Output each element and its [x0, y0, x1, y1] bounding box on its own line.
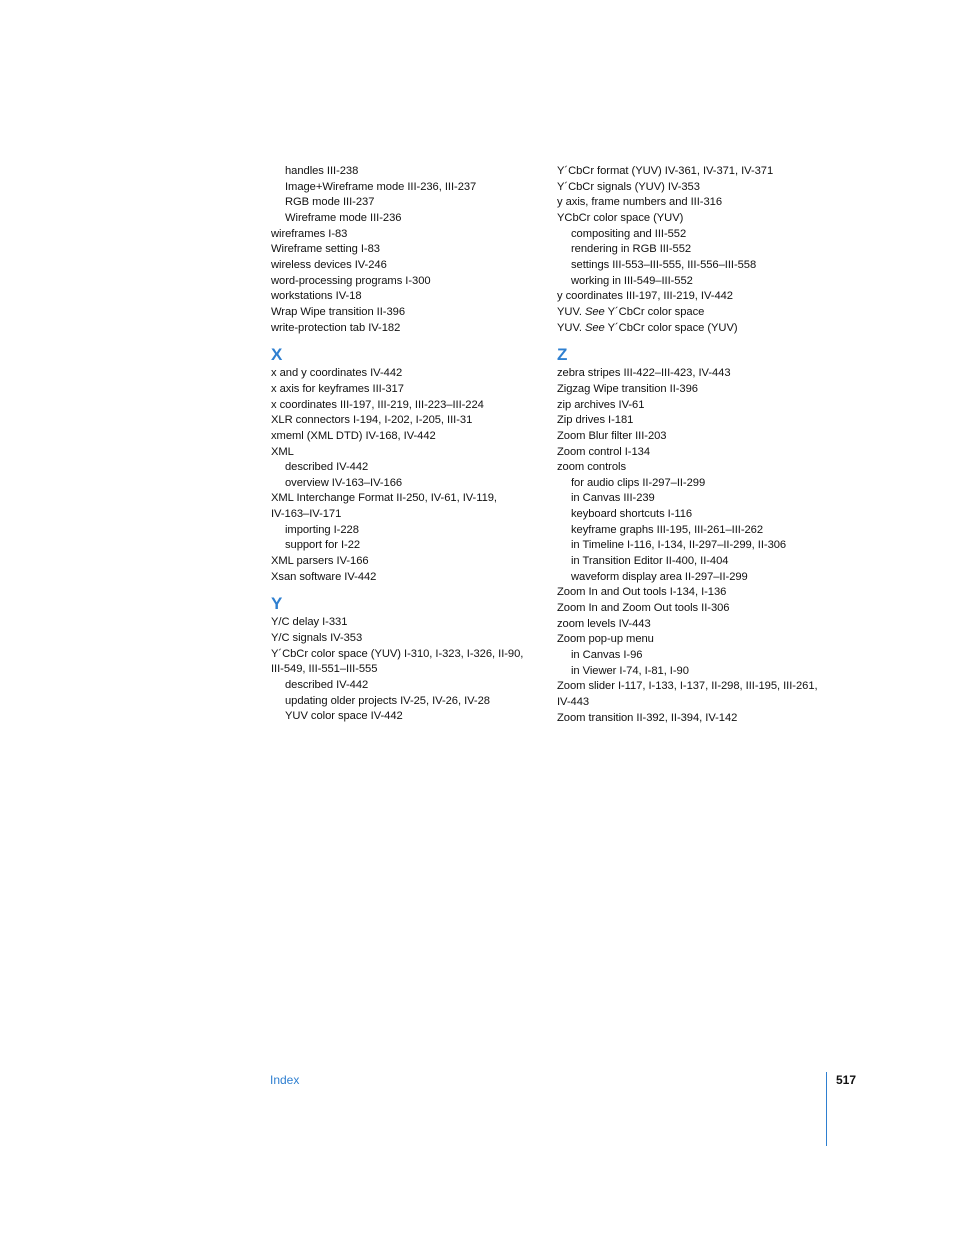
index-subentry: described IV-442 — [285, 679, 369, 692]
index-entry: Wrap Wipe transition II-396 — [271, 305, 405, 318]
index-entry: Zip drives I-181 — [557, 414, 634, 427]
index-entry: Zoom pop-up menu — [557, 633, 654, 646]
index-subentry: keyboard shortcuts I-116 — [571, 508, 693, 521]
index-entry: wireframes I-83 — [271, 227, 348, 240]
index-entry: Zoom In and Zoom Out tools II-306 — [557, 602, 730, 615]
index-entry: zoom controls — [557, 461, 626, 474]
index-entry: zebra stripes III-422–III-423, IV-443 — [557, 367, 731, 380]
index-entry-cross-reference — [557, 321, 832, 337]
index-entry: x and y coordinates IV-442 — [271, 367, 403, 380]
index-entry: XLR connectors I-194, I-202, I-205, III-31 — [271, 414, 473, 427]
index-entry: Zoom Blur filter III-203 — [557, 429, 667, 442]
index-entry: Y´CbCr color space (YUV) I-310, I-323, I-326, II-90, — [271, 647, 524, 660]
index-subentry: Image+Wireframe mode III-236, III-237 — [285, 180, 477, 193]
index-entry: zoom levels IV-443 — [557, 617, 651, 630]
index-subentry: in Canvas I-96 — [571, 649, 643, 662]
index-entry: write-protection tab IV-182 — [271, 321, 401, 334]
index-entry: XML — [271, 445, 294, 458]
index-entry: XML Interchange Format II-250, IV-61, IV-119, — [271, 492, 497, 505]
reference-target: Y´CbCr color space (YUV) — [604, 321, 738, 334]
index-letter-heading: Y — [271, 594, 283, 614]
index-subentry: in Canvas III-239 — [571, 492, 655, 505]
see-reference: See — [584, 321, 605, 334]
index-entry: Wireframe setting I-83 — [271, 243, 380, 256]
index-subentry: waveform display area II-297–II-299 — [571, 570, 748, 583]
index-entry: Y´CbCr format (YUV) IV-361, IV-371, IV-371 — [557, 165, 774, 177]
index-letter-heading: Z — [557, 345, 568, 365]
index-column-left — [271, 164, 541, 725]
index-subentry: rendering in RGB III-552 — [571, 243, 692, 256]
page-number: 517 — [836, 1073, 857, 1087]
index-subentry: working in III-549–III-552 — [571, 274, 693, 287]
index-entry: word-processing programs I-300 — [271, 274, 431, 287]
entry-term: YUV. — [557, 321, 585, 334]
index-subentry: overview IV-163–IV-166 — [285, 476, 403, 489]
index-entry: YCbCr color space (YUV) — [557, 211, 684, 224]
index-subentry: compositing and III-552 — [571, 227, 687, 240]
footer-divider — [826, 1072, 827, 1146]
index-subentry: described IV-442 — [285, 461, 369, 474]
index-entry: Xsan software IV-442 — [271, 570, 377, 583]
index-entry: zip archives IV-61 — [557, 398, 645, 411]
index-letter-heading: X — [271, 345, 283, 365]
index-entry: x coordinates III-197, III-219, III-223–III-224 — [271, 398, 484, 411]
index-entry-cross-reference — [557, 305, 832, 321]
index-entry: XML parsers IV-166 — [271, 555, 369, 568]
index-entry-continuation: IV-443 — [557, 696, 590, 708]
index-entry: Zoom In and Out tools I-134, I-136 — [557, 586, 727, 599]
index-entry-continuation: IV-163–IV-171 — [271, 508, 342, 521]
index-entry: Zigzag Wipe transition II-396 — [557, 382, 698, 395]
index-column-right — [557, 164, 832, 726]
index-entry-continuation: III-549, III-551–III-555 — [271, 663, 378, 676]
index-entry: wireless devices IV-246 — [271, 258, 387, 271]
index-entry: y axis, frame numbers and III-316 — [557, 196, 722, 209]
entry-term: YUV. — [557, 305, 585, 318]
index-entry: Zoom transition II-392, II-394, IV-142 — [557, 711, 738, 724]
index-entry: y coordinates III-197, III-219, IV-442 — [557, 290, 733, 303]
index-subentry: in Timeline I-116, I-134, II-297–II-299, II-306 — [571, 539, 787, 552]
index-subentry: updating older projects IV-25, IV-26, IV-28 — [285, 694, 490, 707]
index-subentry: Wireframe mode III-236 — [285, 211, 402, 224]
index-entry: Y´CbCr signals (YUV) IV-353 — [557, 180, 700, 193]
index-subentry: in Transition Editor II-400, II-404 — [571, 555, 729, 568]
footer-section-label: Index — [270, 1073, 300, 1087]
index-subentry: importing I-228 — [285, 523, 359, 536]
index-subentry: support for I-22 — [285, 539, 361, 552]
see-reference: See — [584, 305, 605, 318]
index-subentry: in Viewer I-74, I-81, I-90 — [571, 664, 689, 677]
index-subentry: RGB mode III-237 — [285, 196, 375, 209]
index-entry: Y/C signals IV-353 — [271, 632, 363, 645]
index-entry: workstations IV-18 — [271, 290, 362, 303]
reference-target: Y´CbCr color space — [604, 305, 705, 318]
index-entry: xmeml (XML DTD) IV-168, IV-442 — [271, 429, 436, 442]
index-subentry: for audio clips II-297–II-299 — [571, 476, 706, 489]
index-subentry: settings III-553–III-555, III-556–III-558 — [571, 258, 757, 271]
index-subentry: YUV color space IV-442 — [285, 710, 403, 723]
index-entry: Zoom control I-134 — [557, 445, 650, 458]
index-subentry: handles III-238 — [285, 165, 359, 177]
index-entry: x axis for keyframes III-317 — [271, 382, 404, 395]
index-subentry: keyframe graphs III-195, III-261–III-262 — [571, 523, 764, 536]
index-entry: Y/C delay I-331 — [271, 616, 348, 629]
index-entry: Zoom slider I-117, I-133, I-137, II-298, III-195, III-261, — [557, 680, 818, 693]
